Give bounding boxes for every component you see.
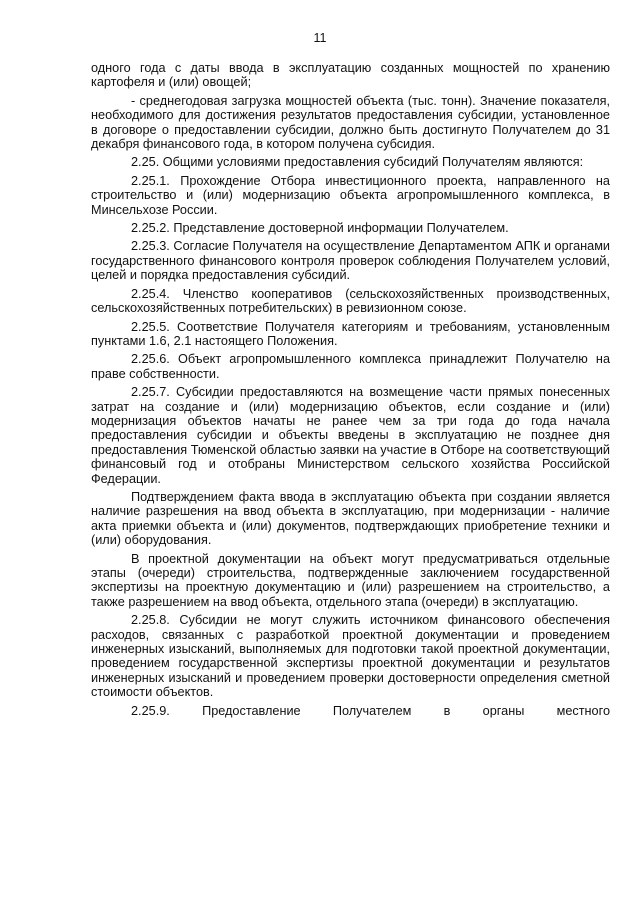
paragraph-2-25-2: 2.25.2. Представление достоверной информации Получателем. <box>131 221 509 236</box>
paragraph-2-25-5: 2.25.5. Соответствие Получателя категориям и требованиям, установленным пунктами 1.6, 2.1 настоящего Положения. <box>91 319 610 348</box>
page-number: 11 <box>313 31 327 45</box>
paragraph-2-25-9: 2.25.9. Предоставление Получателем в органы местного <box>131 703 610 718</box>
paragraph-2-25-7: 2.25.7. Субсидии предоставляются на возмещение части прямых понесенных затрат на создание и (или) модернизацию объектов, если создание и (или) модернизация объектов начаты не ранее чем за три года до года начала предоставления субсидии и объекты введены в эксплуатацию не позднее дня предоставления Тюменской областью заявки на участие в Отборе на соответствующий финансовый год и отобраны Министерством сельского хозяйства Российской Федерации. <box>91 385 610 486</box>
paragraph-2-25-1: 2.25.1. Прохождение Отбора инвестиционного проекта, направленного на строительство и (или) модернизацию объекта агропромышленного комплекса, в Минсельхозе России. <box>91 173 610 217</box>
paragraph-2-25: 2.25. Общими условиями предоставления субсидий Получателям являются: <box>131 155 584 170</box>
paragraph-average-load: - среднегодовая загрузка мощностей объекта (тыс. тонн). Значение показателя, необходимого для достижения результатов предоставления субсидии, установленное в договоре о предоставлении субсидии, должно быть достигнуто Получателем до 31 декабря финансового года, в котором получена субсидия. <box>91 93 610 152</box>
paragraph-project-stages: В проектной документации на объект могут предусматриваться отдельные этапы (очереди) строительства, подтвержденные заключением государственной экспертизы на проектную документацию и (или) разрешением на строительство, а также разрешением на ввод объекта, отдельного этапа (очереди) в эксплуатацию. <box>91 551 610 609</box>
paragraph-commissioning-proof: Подтверждением факта ввода в эксплуатацию объекта при создании является наличие разрешения на ввод объекта в эксплуатацию, при модернизации - наличие акта приемки объекта и (или) документов, подтверждающих приобретение техники и (или) оборудования. <box>91 489 610 548</box>
paragraph-storage-deadline: одного года с даты ввода в эксплуатацию созданных мощностей по хранению картофеля и (или) овощей; <box>91 61 610 90</box>
paragraph-2-25-4: 2.25.4. Членство кооперативов (сельскохозяйственных производственных, сельскохозяйственных потребительских) в ревизионном союзе. <box>91 286 610 316</box>
body-text <box>91 61 610 718</box>
paragraph-2-25-3: 2.25.3. Согласие Получателя на осуществление Департаментом АПК и органами государственного финансового контроля проверок соблюдения Получателем условий, целей и порядка предоставления субсидий. <box>91 239 610 283</box>
paragraph-2-25-6: 2.25.6. Объект агропромышленного комплекса принадлежит Получателю на праве собственности. <box>91 352 610 381</box>
paragraph-2-25-8: 2.25.8. Субсидии не могут служить источником финансового обеспечения расходов, связанных с разработкой проектной документации и проведением инженерных изысканий, выполняемых для подготовки такой проектной документации, проведением государственной экспертизы проектной документации и результатов инженерных изысканий и проведением проверки достоверности определения сметной стоимости объектов. <box>91 613 610 700</box>
